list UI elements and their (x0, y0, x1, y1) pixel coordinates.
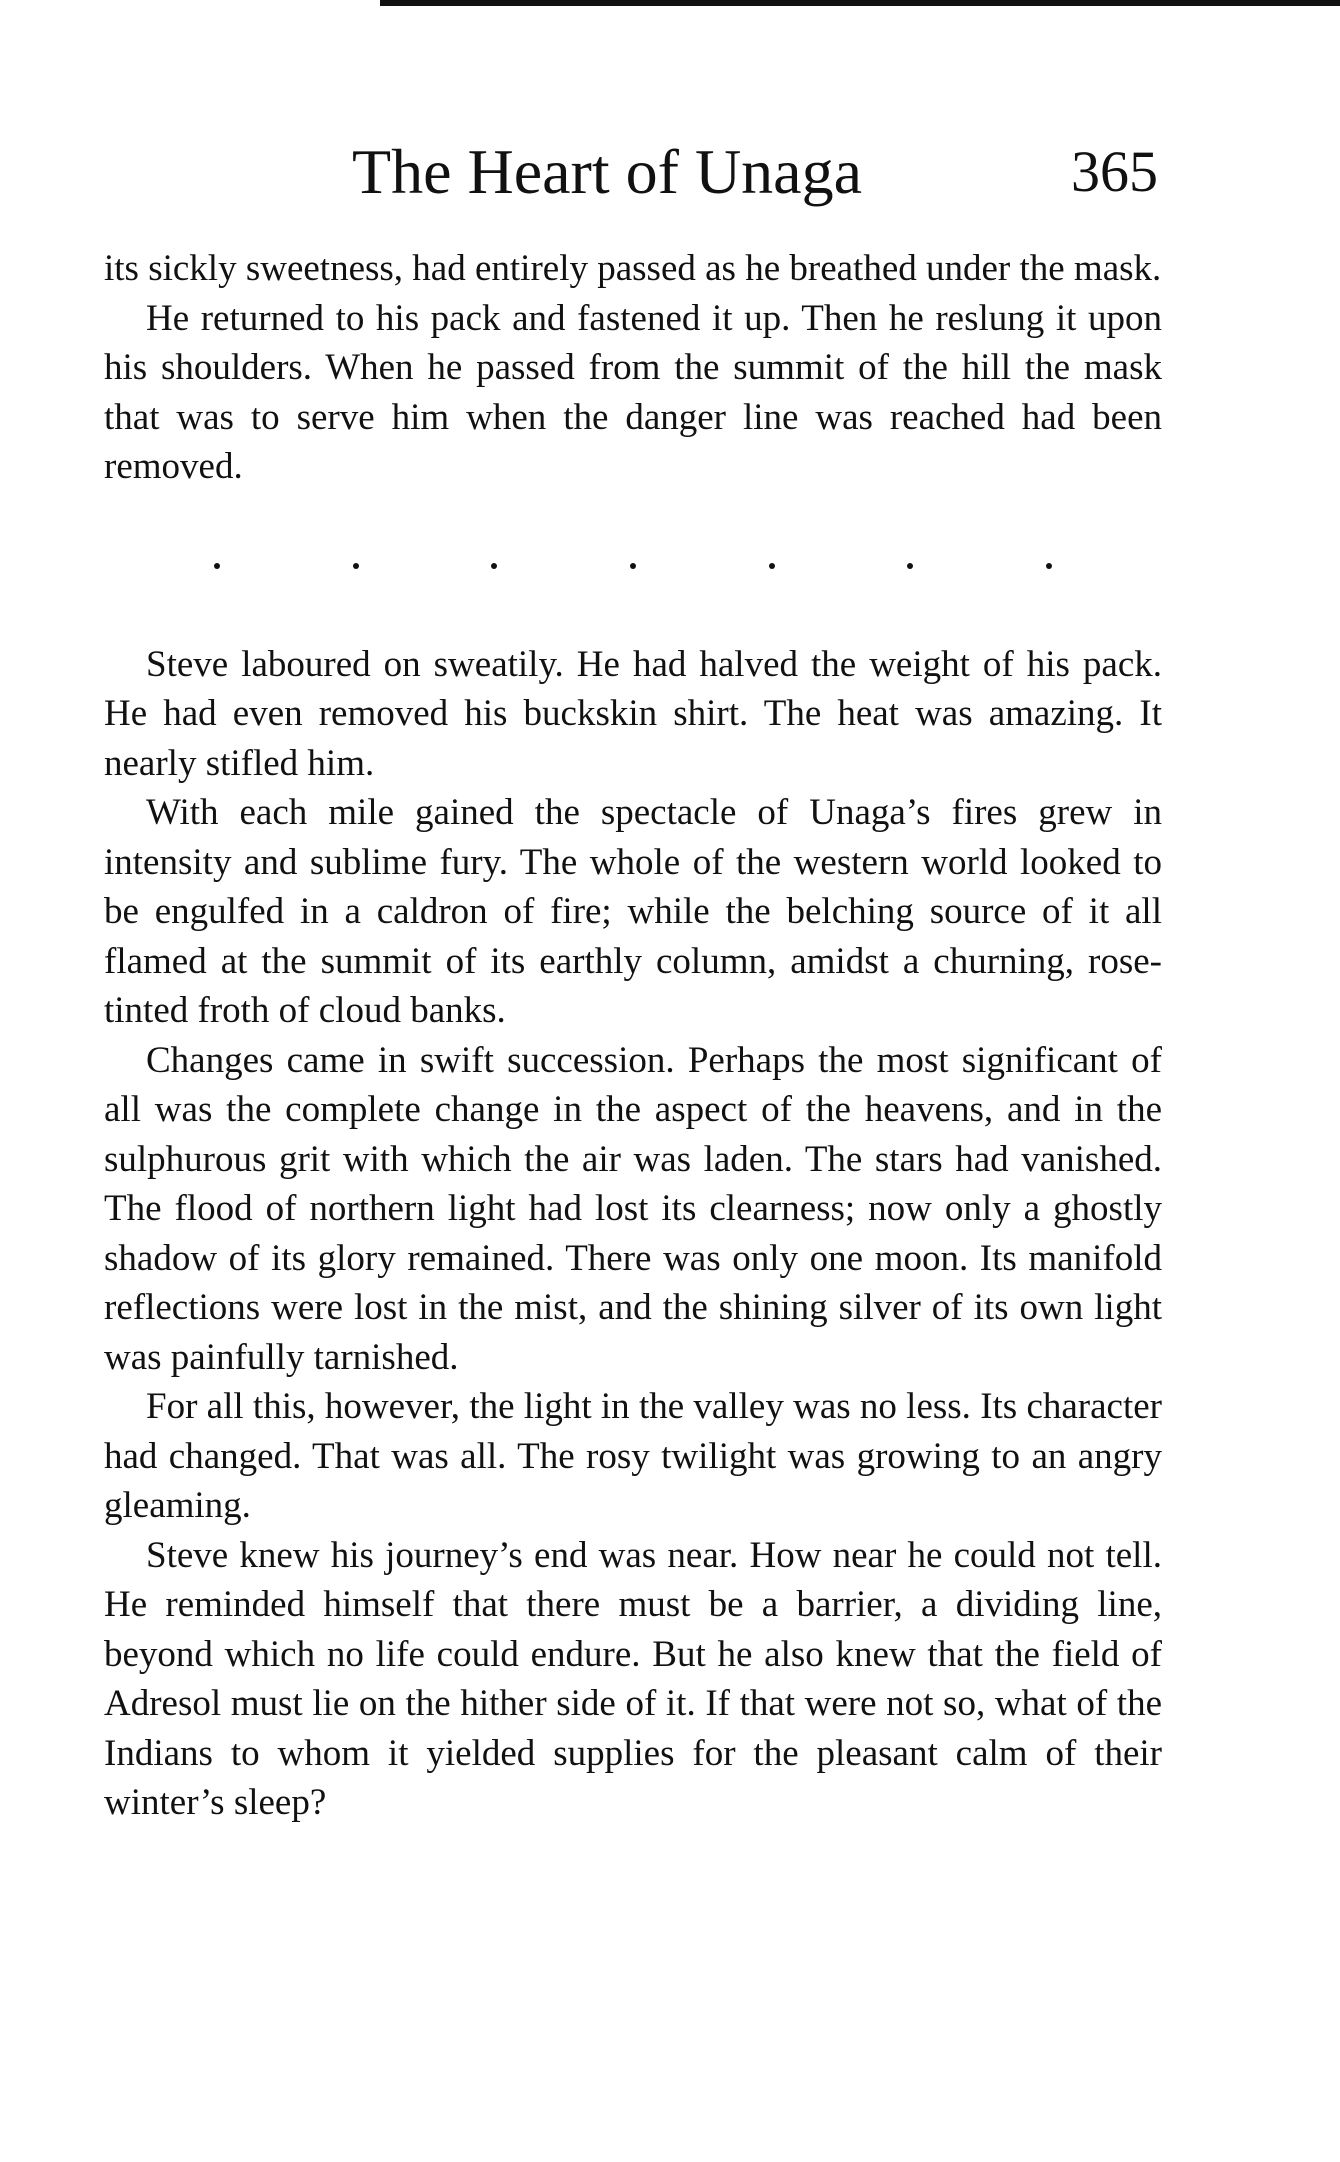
section-break (104, 492, 1162, 640)
section-break-dot (353, 563, 359, 569)
paragraph: With each mile gained the spectacle of Unaga’s fires grew in intensity and sublime fury. The whole of the western world looked to be engulfed in a caldron of fire; while the belching source of it all flamed at the summit of its earthly column, amidst a churning, rose-tinted froth of cloud banks. (104, 792, 1162, 1031)
section-break-dot (630, 563, 636, 569)
section-break-dot (491, 563, 497, 569)
page-number: 365 (1071, 139, 1158, 204)
paragraph-continued: its sickly sweetness, had entirely passed as he breathed under the mask. (104, 248, 1162, 289)
paragraph: Steve laboured on sweatily. He had halved the weight of his pack. He had even removed his buckskin shirt. The heat was amazing. It nearly stifled him. (104, 643, 1162, 784)
running-head (110, 132, 1158, 212)
section-break-dot (1046, 563, 1052, 569)
section-break-dot (769, 563, 775, 569)
top-rule (380, 0, 1340, 6)
section-break-dot (907, 563, 913, 569)
paragraph: He returned to his pack and fastened it up. Then he reslung it upon his shoulders. When he passed from the summit of the hill the mask that was to serve him when the danger line was reached had been removed. (104, 297, 1162, 487)
paragraph: Changes came in swift succession. Perhaps the most significant of all was the complete change in the aspect of the heavens, and in the sulphurous grit with which the air was laden. The stars had vanished. The flood of northern light had lost its clearness; now only a ghostly shadow of its glory remained. There was only one moon. Its manifold reflections were lost in the mist, and the shining silver of its own light was painfully tarnished. (104, 1039, 1162, 1378)
paragraph: Steve knew his journey’s end was near. How near he could not tell. He reminded himself that there must be a barrier, a dividing line, beyond which no life could endure. But he also knew that the field of Adresol must lie on the hither side of it. If that were not so, what of the Indians to whom it yielded supplies for the pleasant calm of their winter’s sleep? (104, 1534, 1162, 1823)
paragraph: For all this, however, the light in the valley was no less. Its character had changed. That was all. The rosy twilight was growing to an angry gleaming. (104, 1386, 1162, 1526)
body-text (104, 244, 1162, 1828)
section-break-dot (214, 563, 220, 569)
running-title: The Heart of Unaga (352, 136, 862, 207)
